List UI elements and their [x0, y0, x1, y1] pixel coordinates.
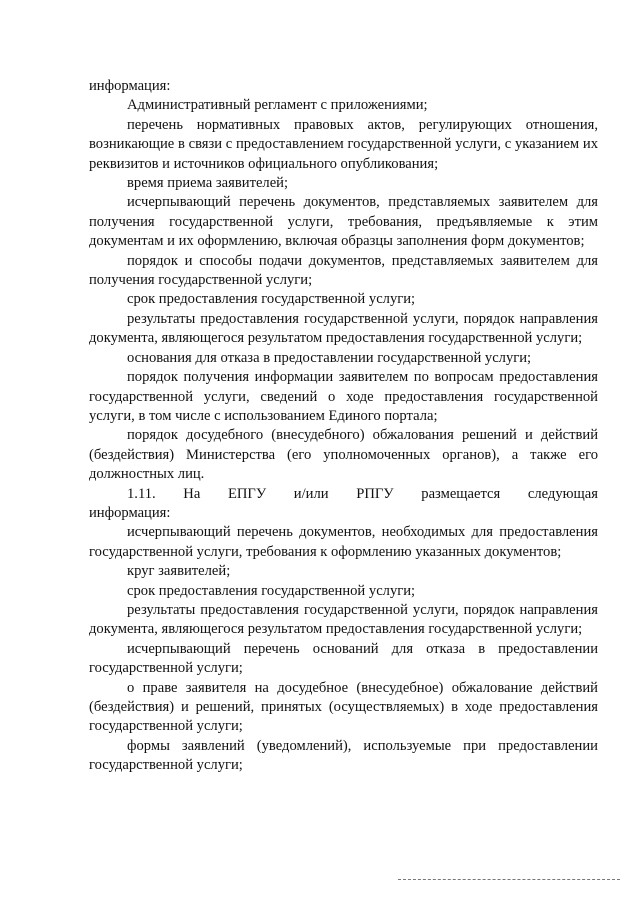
section-heading — [89, 485, 598, 504]
section-word: следующая — [527, 485, 598, 502]
list-item: формы заявлений (уведомлений), используемые при предоставлении государственной услуги; — [89, 737, 598, 774]
list-item: результаты предоставления государственной услуги, порядок направления документа, являющегося результатом предоставления государственной услуги; — [89, 601, 598, 638]
list-item: круг заявителей; — [127, 563, 231, 580]
list-item: исчерпывающий перечень документов, представляемых заявителем для получения государственной услуги, требования, предъявляемые к этим документам и их оформлению, включая образцы заполнения форм документов; — [89, 194, 598, 250]
section-word: размещается — [421, 485, 501, 502]
section-heading-tail: информация: — [89, 504, 171, 521]
lead-line: информация: — [89, 78, 171, 94]
section-number: 1.11. — [127, 485, 156, 502]
document-body — [89, 77, 598, 776]
list-item: порядок досудебного (внесудебного) обжалования решений и действий (бездействия) Министерства (его уполномоченных органов), а также его должностных лиц. — [89, 427, 598, 483]
list-item: время приема заявителей; — [127, 175, 289, 192]
list-item: исчерпывающий перечень оснований для отказа в предоставлении государственной услуги; — [89, 640, 598, 677]
section-word: На — [183, 485, 201, 502]
list-item: Административный регламент с приложениями; — [127, 97, 428, 114]
list-item: результаты предоставления государственной услуги, порядок направления документа, являющегося результатом предоставления государственной услуги; — [89, 310, 598, 347]
section-word: ЕПГУ — [227, 485, 267, 502]
list-item: перечень нормативных правовых актов, регулирующих отношения, возникающие в связи с предоставлением государственной услуги, с указанием их реквизитов и источников официального опубликования; — [89, 116, 598, 172]
list-item: основания для отказа в предоставлении государственной услуги; — [127, 349, 532, 366]
footer-divider — [398, 879, 620, 880]
list-item: о праве заявителя на досудебное (внесудебное) обжалование действий (бездействия) и решений, принятых (осуществляемых) в ходе предоставления государственной услуги; — [89, 679, 598, 735]
list-item: срок предоставления государственной услуги; — [127, 291, 416, 308]
section-word: РПГУ — [356, 485, 394, 502]
list-item: порядок получения информации заявителем по вопросам предоставления государственной услуги, сведений о ходе предоставления государственной услуги, в том числе с использованием Единого портала; — [89, 369, 598, 424]
section-word: и/или — [293, 485, 329, 502]
list-item: порядок и способы подачи документов, представляемых заявителем для получения государственной услуги; — [89, 252, 598, 289]
list-item: срок предоставления государственной услуги; — [127, 582, 416, 599]
list-item: исчерпывающий перечень документов, необходимых для предоставления государственной услуги, требования к оформлению указанных документов; — [89, 524, 598, 560]
